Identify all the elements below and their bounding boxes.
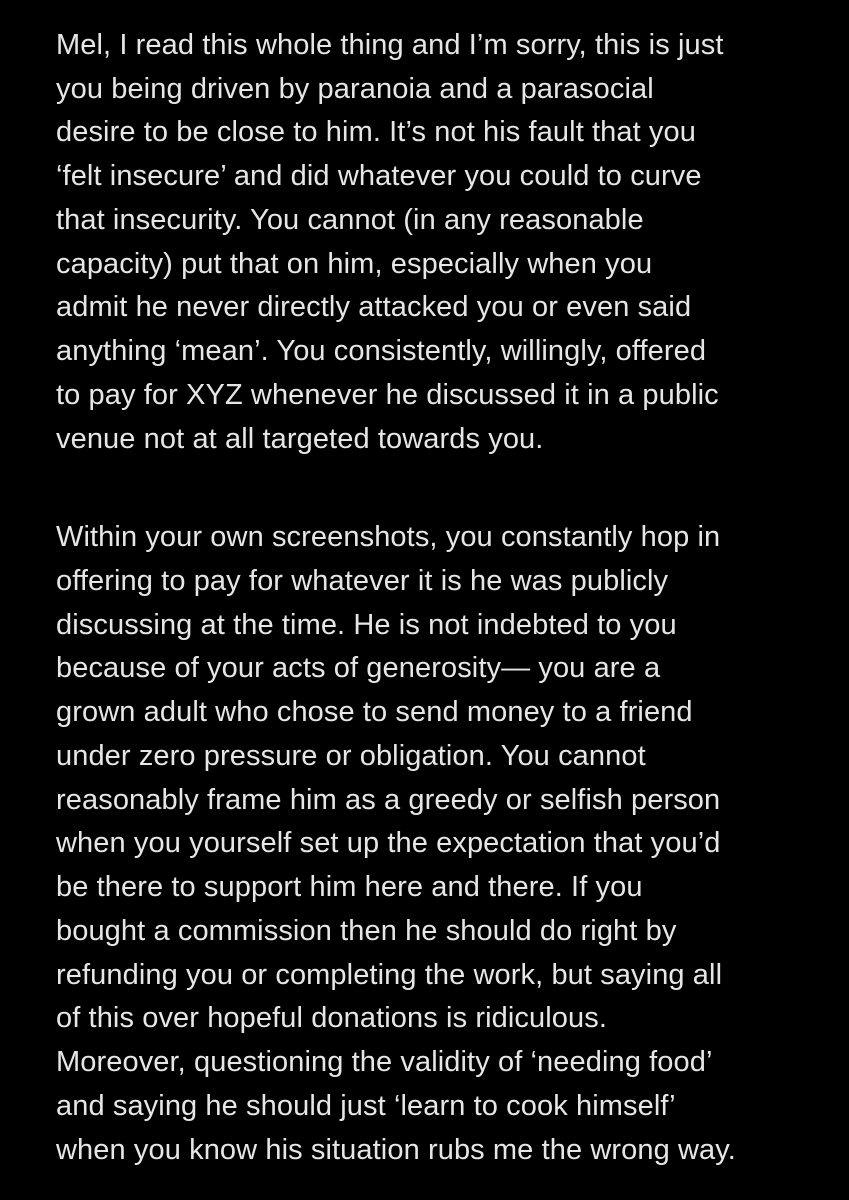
text-line: under zero pressure or obligation. You cannot <box>56 740 646 772</box>
text-line: reasonably frame him as a greedy or selfish person <box>56 784 721 816</box>
text-line: of this over hopeful donations is ridiculous. <box>56 1002 607 1034</box>
text-line: refunding you or completing the work, but saying all <box>56 959 723 991</box>
text-line: Within your own screenshots, you constantly hop in <box>56 521 721 553</box>
text-line: be there to support him here and there. If you <box>56 871 643 903</box>
text-line: to pay for XYZ whenever he discussed it in a public <box>56 379 719 411</box>
text-line: Mel, I read this whole thing and I’m sorry, this is just <box>56 29 724 61</box>
text-line: venue not at all targeted towards you. <box>56 423 544 455</box>
text-line: Moreover, questioning the validity of ‘needing food’ <box>56 1046 713 1078</box>
text-line: ‘felt insecure’ and did whatever you could to curve <box>56 160 702 192</box>
text-line: admit he never directly attacked you or even said <box>56 291 692 323</box>
text-line: discussing at the time. He is not indebted to you <box>56 609 677 641</box>
text-line: when you know his situation rubs me the wrong way. <box>56 1134 736 1166</box>
text-line: you being driven by paranoia and a parasocial <box>56 73 654 105</box>
text-line: bought a commission then he should do right by <box>56 915 677 947</box>
text-line: and saying he should just ‘learn to cook himself’ <box>56 1090 676 1122</box>
text-line: because of your acts of generosity— you are a <box>56 652 661 684</box>
text-line: when you yourself set up the expectation that you’d <box>56 827 721 859</box>
text-line: capacity) put that on him, especially when you <box>56 248 653 280</box>
text-line: desire to be close to him. It’s not his fault that you <box>56 116 696 148</box>
text-line: anything ‘mean’. You consistently, willingly, offered <box>56 335 707 367</box>
text-line: offering to pay for whatever it is he was publicly <box>56 565 669 597</box>
text-line: grown adult who chose to send money to a friend <box>56 696 693 728</box>
text-line: that insecurity. You cannot (in any reasonable <box>56 204 644 236</box>
